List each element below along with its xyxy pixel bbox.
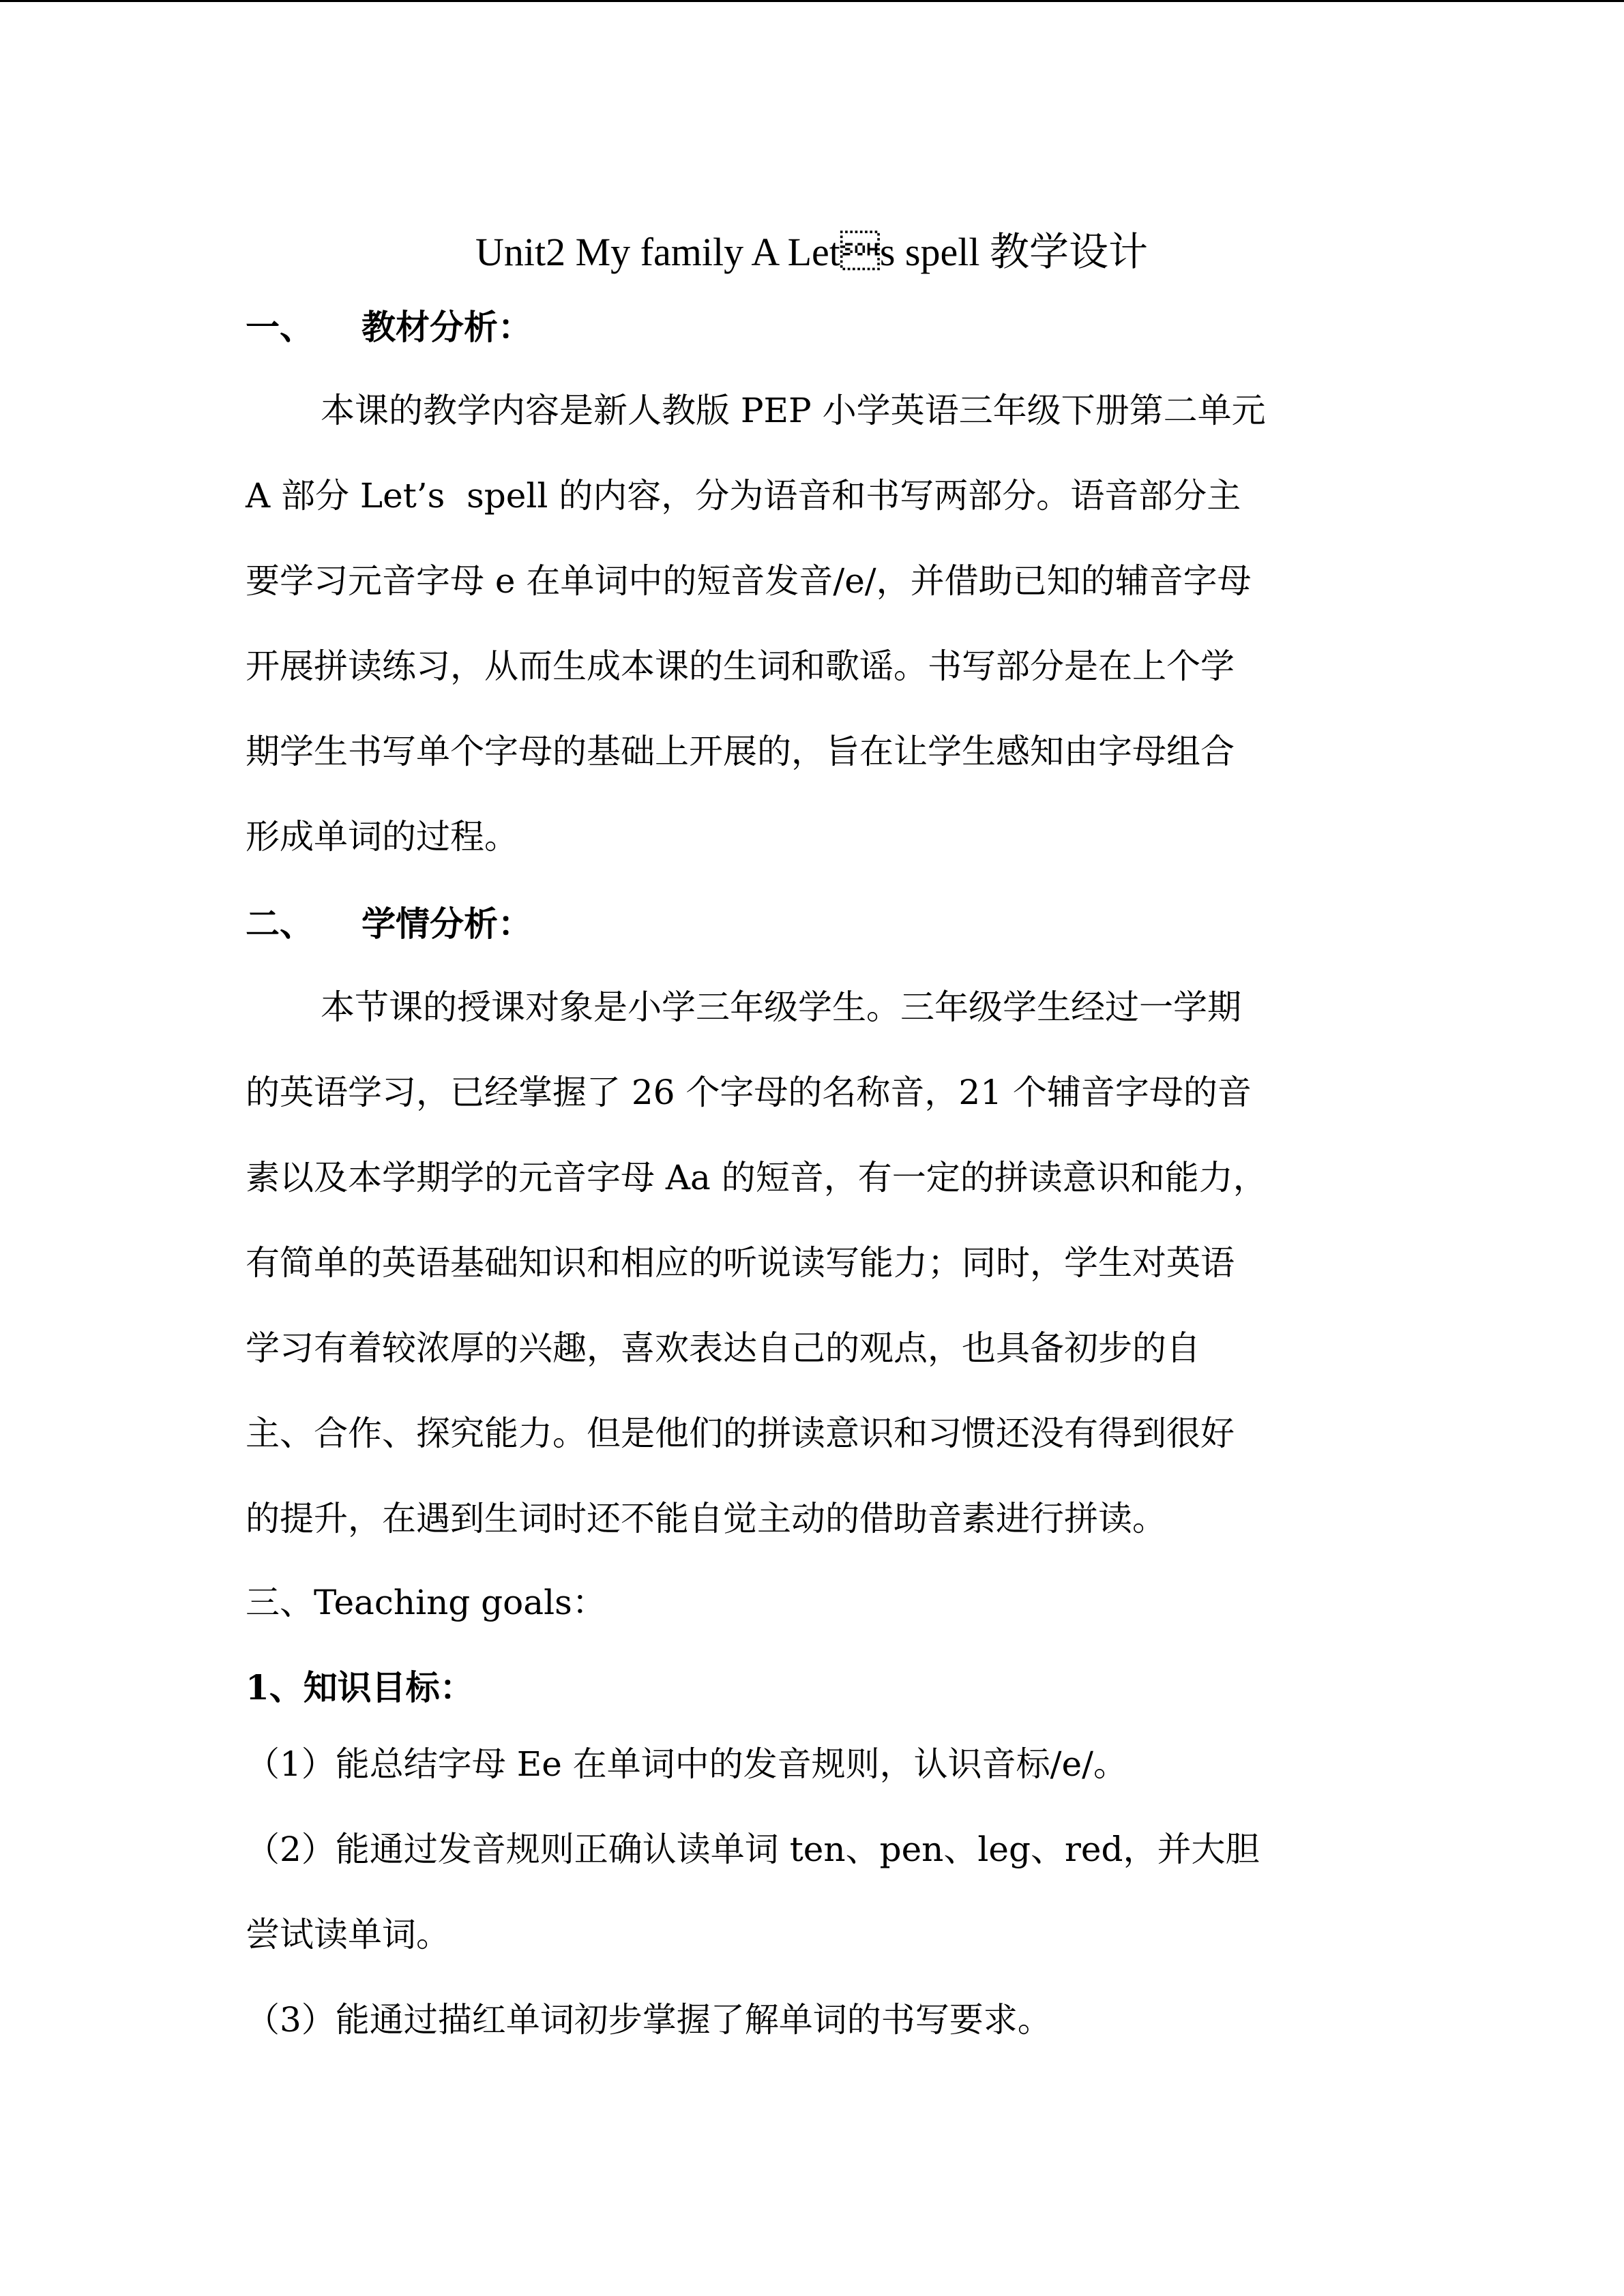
paragraph-line: 开展拼读练习，从而生成本课的生词和歌谣。书写部分是在上个学	[246, 646, 1235, 686]
teaching-goals-heading: 三、Teaching goals：	[246, 1583, 606, 1622]
paragraph-line: 的提升，在遇到生词时还不能自觉主动的借助音素进行拼读。	[246, 1499, 1166, 1538]
section-title: 教材分析：	[361, 307, 532, 347]
paragraph-line: 期学生书写单个字母的基础上开展的，旨在让学生感知由字母组合	[246, 732, 1235, 771]
paragraph-line: 素以及本学期学的元音字母 Aa 的短音，有一定的拼读意识和能力，	[246, 1158, 1267, 1197]
paragraph-line: 学习有着较浓厚的兴趣，喜欢表达自己的观点，也具备初步的自	[246, 1328, 1200, 1368]
paragraph-line: 有简单的英语基础知识和相应的听说读写能力；同时，学生对英语	[246, 1243, 1235, 1283]
goal-item: （1）能总结字母 Ee 在单词中的发音规则，认识音标/e/。	[246, 1744, 1127, 1784]
document-title: Unit2 My family A Lets spell 教学设计	[475, 230, 1148, 274]
goal-item: （3）能通过描红单词初步掌握了解单词的书写要求。	[246, 2000, 1052, 2040]
paragraph-line: 的英语学习，已经掌握了 26 个字母的名称音，21 个辅音字母的音	[246, 1073, 1252, 1112]
section-number: 二、	[246, 904, 314, 944]
goal-item: 尝试读单词。	[246, 1915, 450, 1954]
section-title: 学情分析：	[361, 904, 532, 944]
paragraph-line: 主、合作、探究能力。但是他们的拼读意识和习惯还没有得到很好	[246, 1414, 1235, 1453]
paragraph-line: 本课的教学内容是新人教版 PEP 小学英语三年级下册第二单元	[321, 391, 1266, 430]
paragraph-line: A 部分 Let’s spell 的内容，分为语音和书写两部分。语音部分主	[246, 476, 1241, 516]
page-top-border	[0, 0, 1624, 2]
paragraph-line: 形成单词的过程。	[246, 817, 518, 856]
section-paragraph-1	[246, 368, 1378, 880]
paragraph-line: 要学习元音字母 e 在单词中的短音发音/e/，并借助已知的辅音字母	[246, 561, 1252, 601]
section-paragraph-2	[246, 965, 1378, 1562]
section-heading-1	[246, 293, 532, 361]
knowledge-goals-subheading: 1、知识目标：	[246, 1667, 474, 1708]
section-heading-2	[246, 890, 532, 958]
paragraph-line: 本节课的授课对象是小学三年级学生。三年级学生经过一学期	[321, 987, 1241, 1027]
goal-item: （2）能通过发音规则正确认读单词 ten、pen、leg、red，并大胆	[246, 1830, 1260, 1869]
section-number: 一、	[246, 307, 314, 347]
goals-list	[246, 1722, 1378, 2063]
